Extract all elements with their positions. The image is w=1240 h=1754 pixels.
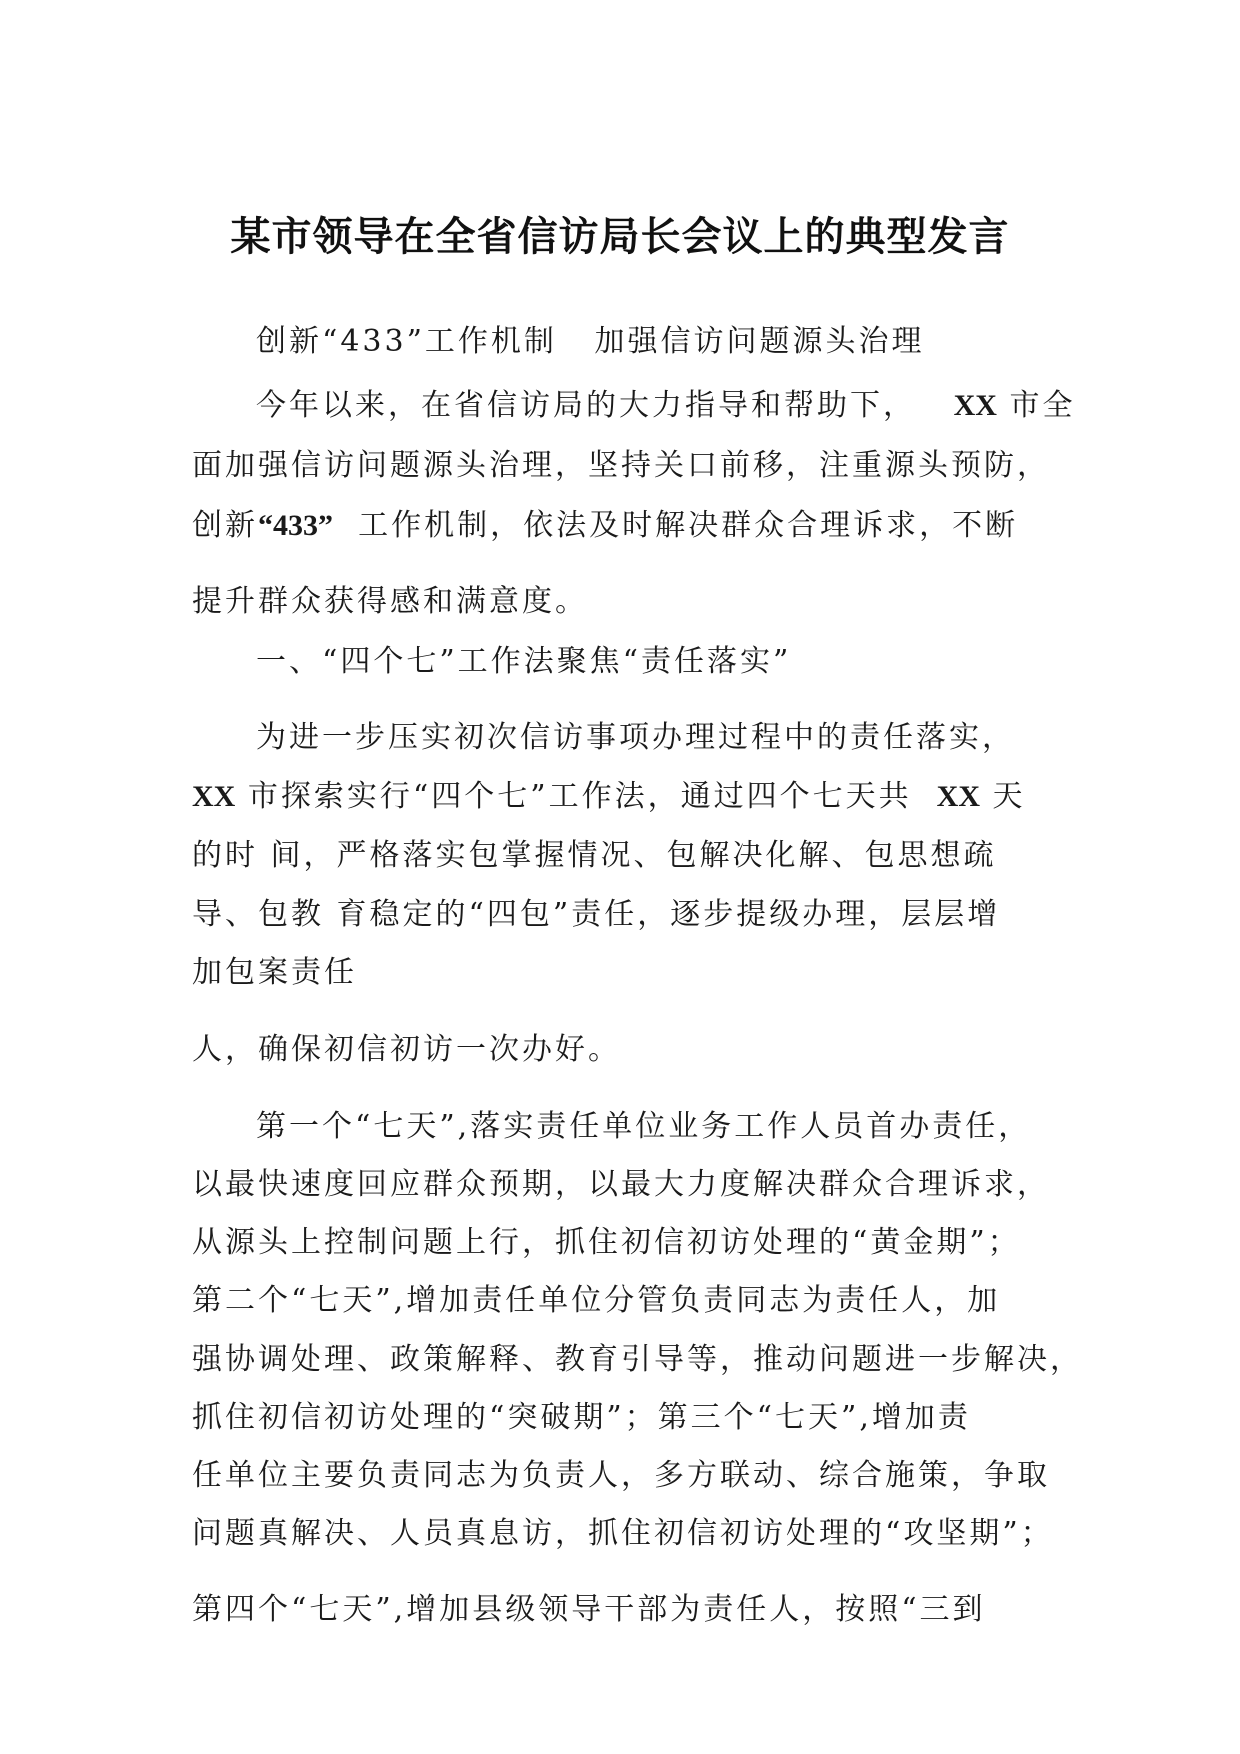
paragraph-line: 以最快速度回应群众预期，以最大力度解决群众合理诉求， <box>192 1167 1050 1202</box>
paragraph-line: 创新“433” 工作机制，依法及时解决群众合理诉求，不断 <box>192 508 1019 543</box>
section-heading: 一、“四个七”工作法聚焦“责任落实” <box>256 644 792 679</box>
placeholder-xx: XX <box>936 780 980 813</box>
paragraph-line: 第四个“七天”,增加县级领导干部为责任人，按照“三到 <box>192 1592 986 1627</box>
paragraph-line: 今年以来，在省信访局的大力指导和帮助下， XX 市全 <box>256 388 1076 423</box>
paragraph-line: 抓住初信初访处理的“突破期”；第三个“七天”,增加责 <box>192 1400 971 1435</box>
paragraph-line: 的时 间，严格落实包掌握情况、包解决化解、包思想疏 <box>192 838 997 873</box>
paragraph-line: 导、包教 育稳定的“四包”责任，逐步提级办理，层层增 <box>192 897 1001 932</box>
paragraph-line: 加包案责任 <box>192 955 357 990</box>
subtitle: 创新“433”工作机制 加强信访问题源头治理 <box>256 324 925 359</box>
paragraph-line: 提升群众获得感和满意度。 <box>192 584 588 619</box>
paragraph-line: 人，确保初信初访一次办好。 <box>192 1032 621 1067</box>
paragraph-line: 问题真解决、人员真息访，抓住初信初访处理的“攻坚期”； <box>192 1516 1054 1551</box>
placeholder-xx: XX <box>192 780 236 813</box>
paragraph-line: 面加强信访问题源头治理，坚持关口前移，注重源头预防， <box>192 448 1050 483</box>
paragraph-line: 第一个“七天”,落实责任单位业务工作人员首办责任， <box>256 1109 1032 1144</box>
paragraph-line: 任单位主要负责同志为负责人，多方联动、综合施策，争取 <box>192 1458 1050 1493</box>
placeholder-xx: XX <box>953 389 997 422</box>
paragraph-line: 第二个“七天”,增加责任单位分管负责同志为责任人，加 <box>192 1283 1001 1318</box>
paragraph-line: 为进一步压实初次信访事项办理过程中的责任落实， <box>256 720 1015 755</box>
paragraph-line: 强协调处理、政策解释、教育引导等，推动问题进一步解决， <box>192 1342 1083 1377</box>
term-433: “433” <box>258 509 333 542</box>
document-title: 某市领导在全省信访局长会议上的典型发言 <box>230 214 1010 260</box>
paragraph-line: XX 市探索实行“四个七”工作法，通过四个七天共 XX 天 <box>192 779 1026 814</box>
paragraph-line: 从源头上控制问题上行，抓住初信初访处理的“黄金期”； <box>192 1225 1021 1260</box>
